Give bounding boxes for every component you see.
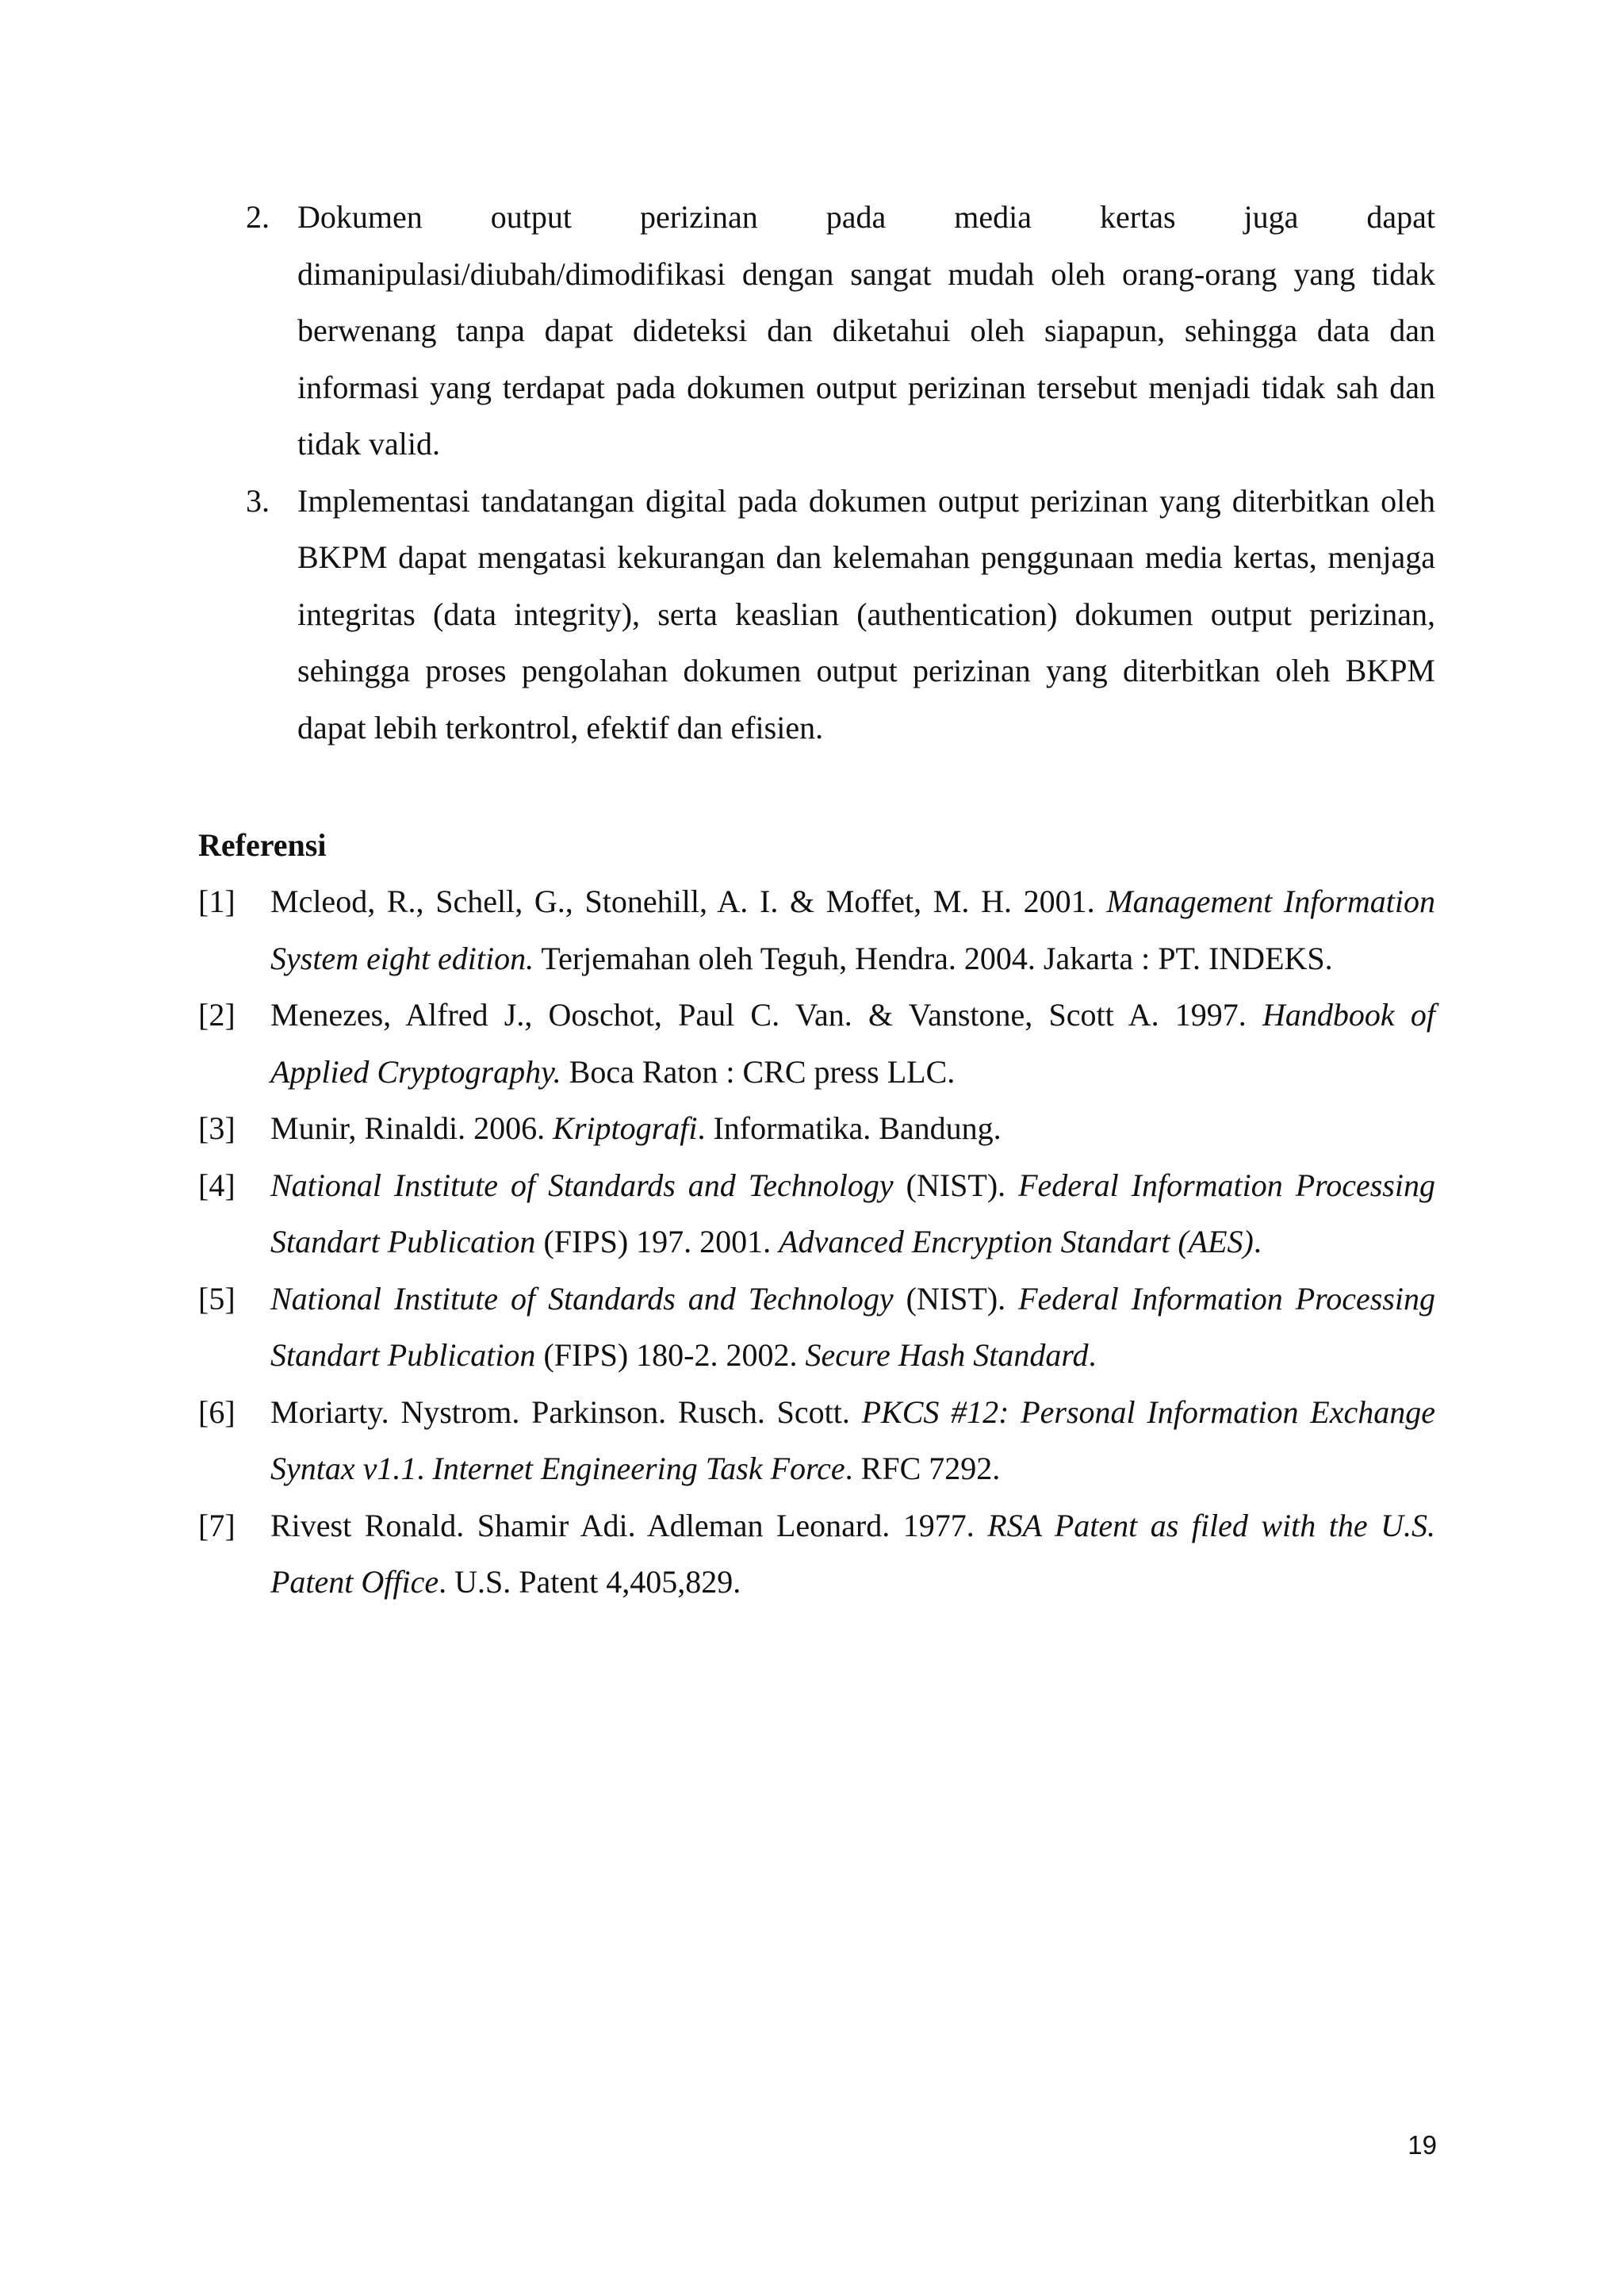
- reference-authors: Munir, Rinaldi. 2006.: [270, 1110, 553, 1146]
- reference-item: [198, 1271, 1435, 1384]
- reference-item: [198, 873, 1435, 987]
- conclusion-list: [246, 189, 1435, 756]
- reference-item: [198, 1157, 1435, 1271]
- list-item-text: Implementasi tandatangan digital pada dokumen output perizinan yang diterbitkan oleh BKPM dapat mengatasi kekurangan dan kelemahan penggunaan media kertas, menjaga integritas (data integrity), serta keaslian (authentication) dokumen output perizinan, sehingga proses pengolahan dokumen output perizinan yang diterbitkan oleh BKPM dapat lebih terkontrol, efektif dan efisien.: [297, 482, 1435, 746]
- reference-authors: Rivest Ronald. Shamir Adi. Adleman Leonard. 1977.: [270, 1507, 988, 1543]
- reference-text: [270, 1508, 1435, 1600]
- reference-item: [198, 1100, 1435, 1157]
- reference-title: RSA Patent as filed with the U.S. Patent Office: [270, 1507, 1435, 1600]
- reference-details: . U.S. Patent 4,405,829.: [439, 1564, 741, 1600]
- page-number: 19: [1408, 2130, 1437, 2160]
- reference-label: [7]: [198, 1507, 236, 1543]
- list-item: [246, 473, 1435, 757]
- reference-item: [198, 1497, 1435, 1611]
- reference-text: [270, 1281, 1435, 1374]
- reference-title: Management Information System eight edition.: [270, 884, 1435, 976]
- reference-title: PKCS #12: Personal Information Exchange Syntax v1.1: [270, 1393, 1435, 1486]
- reference-authors: Menezes, Alfred J., Ooschot, Paul C. Van. & Vanstone, Scott A. 1997.: [270, 997, 1263, 1033]
- reference-title: Handbook of Applied Cryptography.: [270, 997, 1436, 1090]
- reference-label: [1]: [198, 884, 236, 919]
- references-heading: Referensi: [198, 827, 327, 863]
- reference-details: Boca Raton : CRC press LLC.: [561, 1053, 956, 1090]
- reference-details: Terjemahan oleh Teguh, Hendra. 2004. Jakarta : PT. INDEKS.: [534, 940, 1333, 976]
- list-item: [246, 189, 1435, 473]
- reference-details: . RFC 7292.: [845, 1451, 1001, 1486]
- reference-label: [2]: [198, 997, 236, 1033]
- reference-details: (FIPS) 180-2. 2002.: [535, 1337, 806, 1373]
- reference-series: Federal Information Processing Standart Publication: [270, 1280, 1435, 1373]
- list-item-number: 3.: [246, 482, 270, 519]
- reference-author-org: National Institute of Standards and Technology: [270, 1280, 894, 1317]
- reference-acronym: (NIST).: [893, 1167, 1019, 1203]
- reference-authors: Moriarty. Nystrom. Parkinson. Rusch. Scott.: [270, 1393, 862, 1430]
- reference-text: [270, 1394, 1435, 1487]
- reference-end: .: [1253, 1224, 1262, 1259]
- reference-text: [270, 997, 1435, 1090]
- reference-title: Advanced Encryption Standart (AES): [779, 1224, 1254, 1259]
- reference-title: Kriptografi: [553, 1110, 698, 1146]
- reference-end: .: [1088, 1337, 1097, 1373]
- reference-label: [4]: [198, 1167, 236, 1203]
- reference-text: [270, 1167, 1435, 1260]
- reference-label: [5]: [198, 1280, 236, 1317]
- reference-separator: .: [416, 1451, 433, 1486]
- reference-label: [6]: [198, 1393, 236, 1430]
- reference-series: Federal Information Processing Standart Publication: [270, 1167, 1435, 1259]
- reference-details: (FIPS) 197. 2001.: [535, 1224, 779, 1259]
- reference-item: [198, 987, 1435, 1100]
- reference-publisher: Internet Engineering Task Force: [432, 1451, 845, 1486]
- list-item-number: 2.: [246, 199, 270, 235]
- reference-item: [198, 1384, 1435, 1497]
- list-item-text: Dokumen output perizinan pada media kertas juga dapat dimanipulasi/diubah/dimodifikasi dengan sangat mudah oleh orang-orang yang tidak berwenang tanpa dapat dideteksi dan diketahui oleh siapapun, sehingga data dan informasi yang terdapat pada dokumen output perizinan tersebut menjadi tidak sah dan tidak valid.: [297, 199, 1435, 462]
- reference-list: [198, 873, 1435, 1611]
- reference-details: . Informatika. Bandung.: [697, 1110, 1002, 1146]
- reference-author-org: National Institute of Standards and Technology: [270, 1167, 894, 1203]
- reference-text: [270, 1110, 1002, 1146]
- reference-label: [3]: [198, 1110, 236, 1146]
- reference-authors: Mcleod, R., Schell, G., Stonehill, A. I. & Moffet, M. H. 2001.: [270, 884, 1107, 919]
- reference-acronym: (NIST).: [893, 1280, 1019, 1317]
- reference-title: Secure Hash Standard: [805, 1337, 1089, 1373]
- reference-text: [270, 884, 1435, 976]
